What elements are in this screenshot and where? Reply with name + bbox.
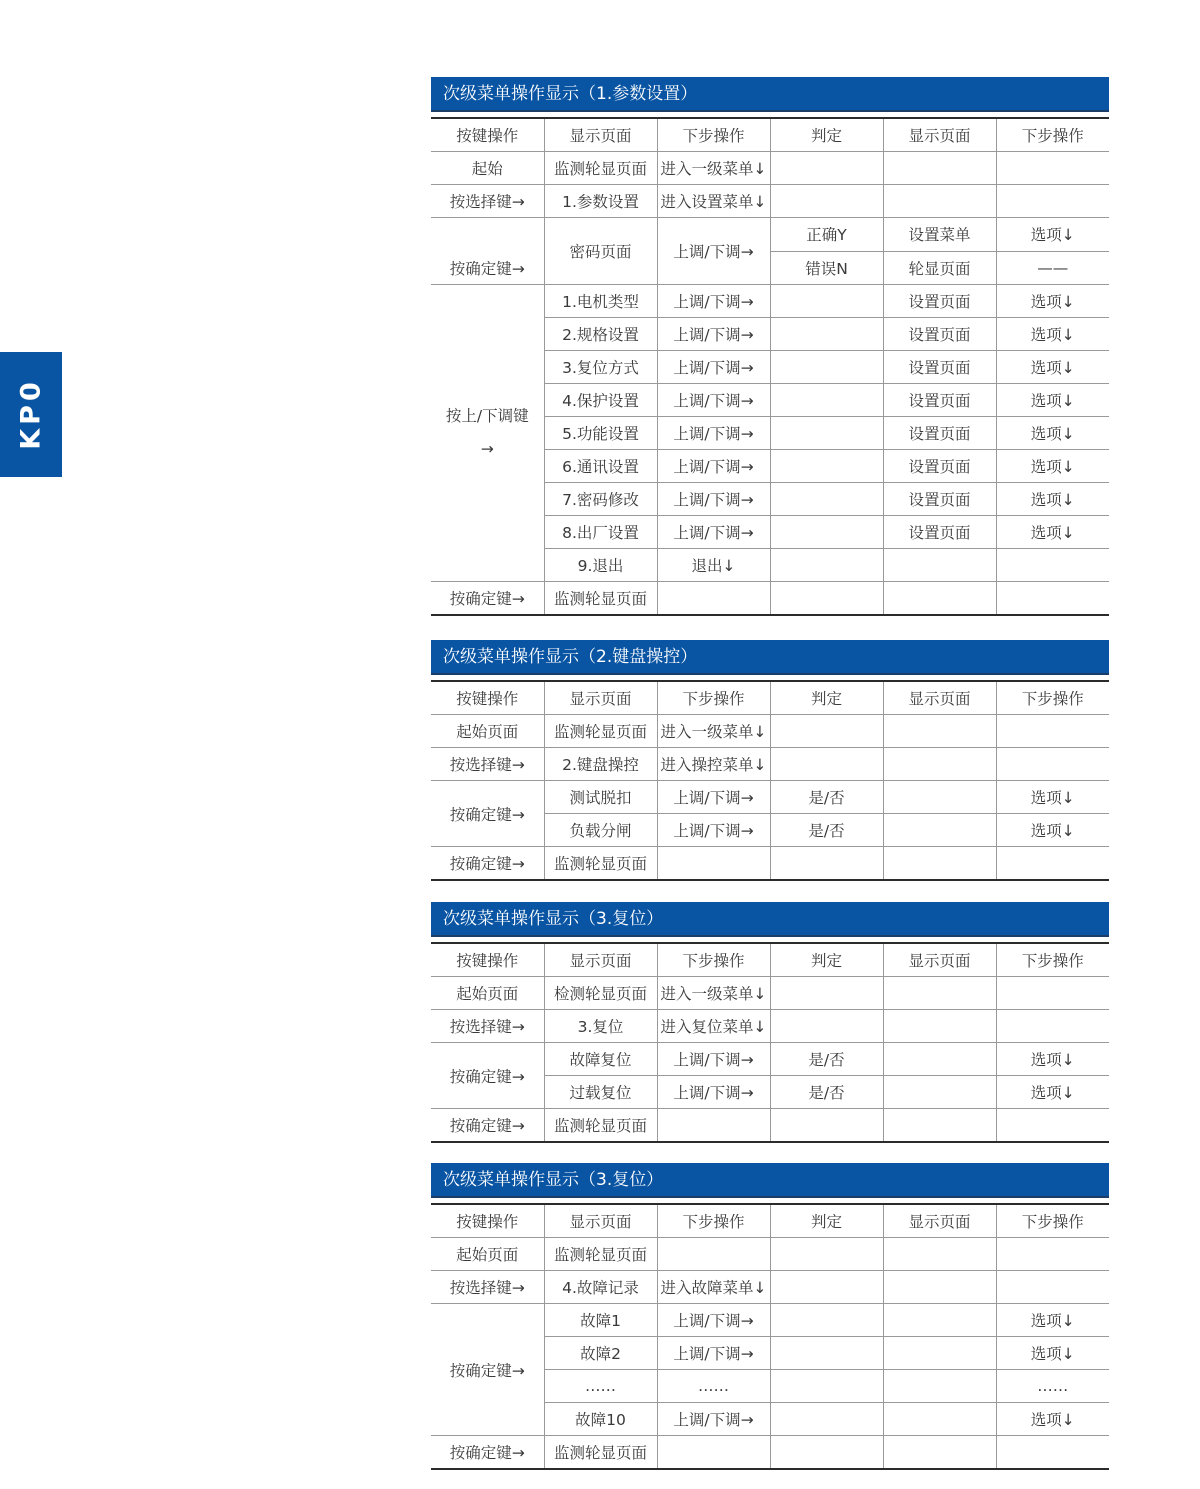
table-cell (770, 715, 883, 748)
table-cell: 按确定键→ (431, 1436, 544, 1470)
table-cell (883, 1304, 996, 1337)
table-cell (770, 1238, 883, 1271)
table-cell: 选项↓ (996, 1304, 1109, 1337)
table-cell: 3.复位方式 (544, 351, 657, 384)
table-cell (883, 582, 996, 616)
table-cell: 进入操控菜单↓ (657, 748, 770, 781)
header-cell: 判定 (770, 943, 883, 977)
table-cell: 是/否 (770, 814, 883, 847)
table-cell: 正确Y (770, 218, 883, 252)
table-cell (770, 351, 883, 384)
table-cell (770, 1436, 883, 1470)
table-cell: 选项↓ (996, 1076, 1109, 1109)
table-cell (770, 285, 883, 318)
header-cell: 下步操作 (996, 1204, 1109, 1238)
table-cell: 轮显页面 (883, 251, 996, 285)
table-cell: 测试脱扣 (544, 781, 657, 814)
table-cell (770, 384, 883, 417)
table-cell: 是/否 (770, 781, 883, 814)
header-cell: 显示页面 (544, 1204, 657, 1238)
table-row (431, 715, 1109, 748)
table-cell: 监测轮显页面 (544, 152, 657, 185)
header-cell: 下步操作 (657, 1204, 770, 1238)
table-cell (996, 1109, 1109, 1143)
table-cell: 8.出厂设置 (544, 516, 657, 549)
table-cell (657, 1109, 770, 1143)
table-row (431, 1238, 1109, 1271)
table-cell: 按确定键→ (431, 1109, 544, 1143)
table-cell: 起始 (431, 152, 544, 185)
table-cell: 按确定键→ (431, 1043, 544, 1109)
section-reset (431, 902, 1109, 1143)
operation-table (431, 680, 1109, 881)
table-cell (996, 1271, 1109, 1304)
table-row (431, 218, 1109, 252)
table-cell: 监测轮显页面 (544, 582, 657, 616)
table-cell: 是/否 (770, 1043, 883, 1076)
table-cell: 起始页面 (431, 1238, 544, 1271)
table-cell: 选项↓ (996, 516, 1109, 549)
side-tab-label: KP0 (15, 378, 47, 450)
table-cell: 选项↓ (996, 781, 1109, 814)
updown-key-label: 按上/下调键 (445, 407, 529, 425)
header-cell: 下步操作 (996, 681, 1109, 715)
table-cell: 选项↓ (996, 384, 1109, 417)
table-cell: 5.功能设置 (544, 417, 657, 450)
table-cell (883, 152, 996, 185)
table-cell (883, 1043, 996, 1076)
table-cell: 选项↓ (996, 814, 1109, 847)
table-cell: 按确定键→ (431, 1304, 544, 1436)
header-cell: 下步操作 (657, 118, 770, 152)
table-cell (883, 781, 996, 814)
table-cell (770, 748, 883, 781)
table-cell (996, 715, 1109, 748)
table-cell: 检测轮显页面 (544, 977, 657, 1010)
header-cell: 判定 (770, 1204, 883, 1238)
table-cell: 设置页面 (883, 351, 996, 384)
table-cell: 9.退出 (544, 549, 657, 582)
table-cell (996, 977, 1109, 1010)
table-cell: 起始页面 (431, 977, 544, 1010)
table-cell (657, 1238, 770, 1271)
table-row (431, 781, 1109, 814)
table-cell (883, 1337, 996, 1370)
table-cell: 1.参数设置 (544, 185, 657, 218)
table-cell (883, 1109, 996, 1143)
table-cell: 上调/下调→ (657, 417, 770, 450)
table-cell: 上调/下调→ (657, 384, 770, 417)
table-row (431, 185, 1109, 218)
updown-key-arrow: → (480, 440, 494, 458)
table-cell: 6.通讯设置 (544, 450, 657, 483)
table-cell: 选项↓ (996, 1403, 1109, 1436)
table-cell: 4.故障记录 (544, 1271, 657, 1304)
table-cell: 故障10 (544, 1403, 657, 1436)
table-cell (770, 1403, 883, 1436)
table-cell (996, 847, 1109, 881)
table-row (431, 1109, 1109, 1143)
table-cell: 选项↓ (996, 450, 1109, 483)
table-row (431, 977, 1109, 1010)
table-cell: 监测轮显页面 (544, 1238, 657, 1271)
table-cell: 上调/下调→ (657, 318, 770, 351)
table-cell (770, 450, 883, 483)
table-cell: 进入一级菜单↓ (657, 152, 770, 185)
table-cell: 4.保护设置 (544, 384, 657, 417)
table-cell (770, 1010, 883, 1043)
table-cell (770, 1109, 883, 1143)
header-cell: 按键操作 (431, 1204, 544, 1238)
table-cell: 上调/下调→ (657, 483, 770, 516)
table-cell: 设置菜单 (883, 218, 996, 252)
operation-table (431, 942, 1109, 1143)
table-cell (657, 582, 770, 616)
table-cell (770, 847, 883, 881)
table-cell (770, 1271, 883, 1304)
table-cell (996, 185, 1109, 218)
table-cell: …… (544, 1370, 657, 1403)
table-cell (883, 715, 996, 748)
table-cell: 选项↓ (996, 1337, 1109, 1370)
table-row (431, 582, 1109, 616)
table-cell: 监测轮显页面 (544, 847, 657, 881)
section-param-settings (431, 77, 1109, 616)
table-cell: 故障1 (544, 1304, 657, 1337)
table-cell: 故障2 (544, 1337, 657, 1370)
table-cell: 选项↓ (996, 218, 1109, 252)
table-cell (996, 582, 1109, 616)
table-cell (883, 1010, 996, 1043)
table-row (431, 1271, 1109, 1304)
table-cell (883, 1403, 996, 1436)
table-cell: 选项↓ (996, 1043, 1109, 1076)
table-row (431, 152, 1109, 185)
table-cell (770, 417, 883, 450)
table-cell (770, 152, 883, 185)
table-cell: 2.键盘操控 (544, 748, 657, 781)
table-cell: 选项↓ (996, 417, 1109, 450)
table-cell: 监测轮显页面 (544, 1109, 657, 1143)
table-cell (657, 1436, 770, 1470)
table-cell: 上调/下调→ (657, 814, 770, 847)
header-cell: 下步操作 (657, 681, 770, 715)
section-title: 次级菜单操作显示（2.键盘操控） (431, 640, 1109, 675)
table-cell: 上调/下调→ (657, 1304, 770, 1337)
header-cell: 显示页面 (883, 943, 996, 977)
table-cell: 按确定键→ (431, 218, 544, 285)
table-cell: 上调/下调→ (657, 285, 770, 318)
table-cell (883, 549, 996, 582)
table-cell: 上调/下调→ (657, 218, 770, 285)
table-cell: 错误N (770, 251, 883, 285)
table-cell (431, 285, 544, 582)
table-cell: 按确定键→ (431, 781, 544, 847)
table-cell: 按选择键→ (431, 1271, 544, 1304)
table-cell (883, 814, 996, 847)
table-cell: 退出↓ (657, 549, 770, 582)
header-row (431, 681, 1109, 715)
header-cell: 按键操作 (431, 681, 544, 715)
table-cell: 进入故障菜单↓ (657, 1271, 770, 1304)
table-row (431, 1043, 1109, 1076)
table-row (431, 748, 1109, 781)
table-cell: 上调/下调→ (657, 1043, 770, 1076)
table-cell (657, 847, 770, 881)
table-cell (883, 1436, 996, 1470)
table-cell (996, 1238, 1109, 1271)
section-title: 次级菜单操作显示（1.参数设置） (431, 77, 1109, 112)
table-cell: 进入一级菜单↓ (657, 977, 770, 1010)
section-title: 次级菜单操作显示（3.复位） (431, 902, 1109, 937)
table-row (431, 1010, 1109, 1043)
table-cell: 按选择键→ (431, 185, 544, 218)
table-cell: 选项↓ (996, 318, 1109, 351)
table-cell (883, 847, 996, 881)
table-cell (770, 516, 883, 549)
table-cell: …… (996, 1370, 1109, 1403)
operation-table (431, 1203, 1109, 1470)
table-cell (996, 549, 1109, 582)
table-cell: 2.规格设置 (544, 318, 657, 351)
table-cell: 监测轮显页面 (544, 715, 657, 748)
table-cell: 设置页面 (883, 318, 996, 351)
header-cell: 显示页面 (883, 118, 996, 152)
table-cell: 进入复位菜单↓ (657, 1010, 770, 1043)
table-row (431, 285, 1109, 318)
table-cell: 设置页面 (883, 285, 996, 318)
table-cell: 过载复位 (544, 1076, 657, 1109)
header-cell: 下步操作 (996, 943, 1109, 977)
table-cell: 选项↓ (996, 351, 1109, 384)
operation-table (431, 117, 1109, 616)
table-cell: 按确定键→ (431, 582, 544, 616)
section-fault-record (431, 1163, 1109, 1470)
table-cell: 3.复位 (544, 1010, 657, 1043)
table-row (431, 1436, 1109, 1470)
header-row (431, 1204, 1109, 1238)
table-cell (770, 1370, 883, 1403)
table-cell (883, 977, 996, 1010)
header-cell: 下步操作 (657, 943, 770, 977)
side-tab (0, 352, 62, 477)
table-cell (770, 977, 883, 1010)
table-cell: 起始页面 (431, 715, 544, 748)
section-title: 次级菜单操作显示（3.复位） (431, 1163, 1109, 1198)
table-cell: 密码页面 (544, 218, 657, 285)
section-keyboard-control (431, 640, 1109, 881)
table-cell (770, 185, 883, 218)
table-cell (996, 748, 1109, 781)
table-cell: 1.电机类型 (544, 285, 657, 318)
table-cell: 上调/下调→ (657, 1076, 770, 1109)
table-cell: 监测轮显页面 (544, 1436, 657, 1470)
header-cell: 显示页面 (883, 681, 996, 715)
table-cell (770, 549, 883, 582)
table-cell: 进入一级菜单↓ (657, 715, 770, 748)
header-cell: 显示页面 (883, 1204, 996, 1238)
table-cell (996, 152, 1109, 185)
table-cell: 按选择键→ (431, 1010, 544, 1043)
table-cell (770, 483, 883, 516)
table-cell: 上调/下调→ (657, 781, 770, 814)
table-cell: 负载分闸 (544, 814, 657, 847)
table-cell: 上调/下调→ (657, 351, 770, 384)
table-cell (770, 318, 883, 351)
header-cell: 按键操作 (431, 118, 544, 152)
table-cell (996, 1436, 1109, 1470)
table-cell: …… (657, 1370, 770, 1403)
table-cell: —— (996, 251, 1109, 285)
header-row (431, 943, 1109, 977)
table-cell: 上调/下调→ (657, 450, 770, 483)
table-row (431, 847, 1109, 881)
header-row (431, 118, 1109, 152)
table-cell: 上调/下调→ (657, 516, 770, 549)
header-cell: 按键操作 (431, 943, 544, 977)
header-cell: 下步操作 (996, 118, 1109, 152)
table-cell (770, 582, 883, 616)
table-cell: 故障复位 (544, 1043, 657, 1076)
table-cell: 设置页面 (883, 384, 996, 417)
header-cell: 判定 (770, 118, 883, 152)
table-cell: 设置页面 (883, 483, 996, 516)
table-cell (883, 1271, 996, 1304)
table-cell (883, 1076, 996, 1109)
table-cell: 设置页面 (883, 417, 996, 450)
header-cell: 显示页面 (544, 681, 657, 715)
table-row (431, 1304, 1109, 1337)
table-cell: 选项↓ (996, 483, 1109, 516)
table-cell (883, 1238, 996, 1271)
header-cell: 显示页面 (544, 943, 657, 977)
table-cell: 上调/下调→ (657, 1403, 770, 1436)
table-cell (770, 1304, 883, 1337)
table-cell: 进入设置菜单↓ (657, 185, 770, 218)
table-cell: 按确定键→ (431, 847, 544, 881)
table-cell: 按选择键→ (431, 748, 544, 781)
table-cell (996, 1010, 1109, 1043)
table-cell: 上调/下调→ (657, 1337, 770, 1370)
table-cell: 设置页面 (883, 450, 996, 483)
table-cell (883, 1370, 996, 1403)
table-cell: 选项↓ (996, 285, 1109, 318)
table-cell (883, 748, 996, 781)
table-cell (770, 1337, 883, 1370)
table-cell: 7.密码修改 (544, 483, 657, 516)
table-cell: 是/否 (770, 1076, 883, 1109)
header-cell: 判定 (770, 681, 883, 715)
header-cell: 显示页面 (544, 118, 657, 152)
table-cell: 设置页面 (883, 516, 996, 549)
table-cell (883, 185, 996, 218)
